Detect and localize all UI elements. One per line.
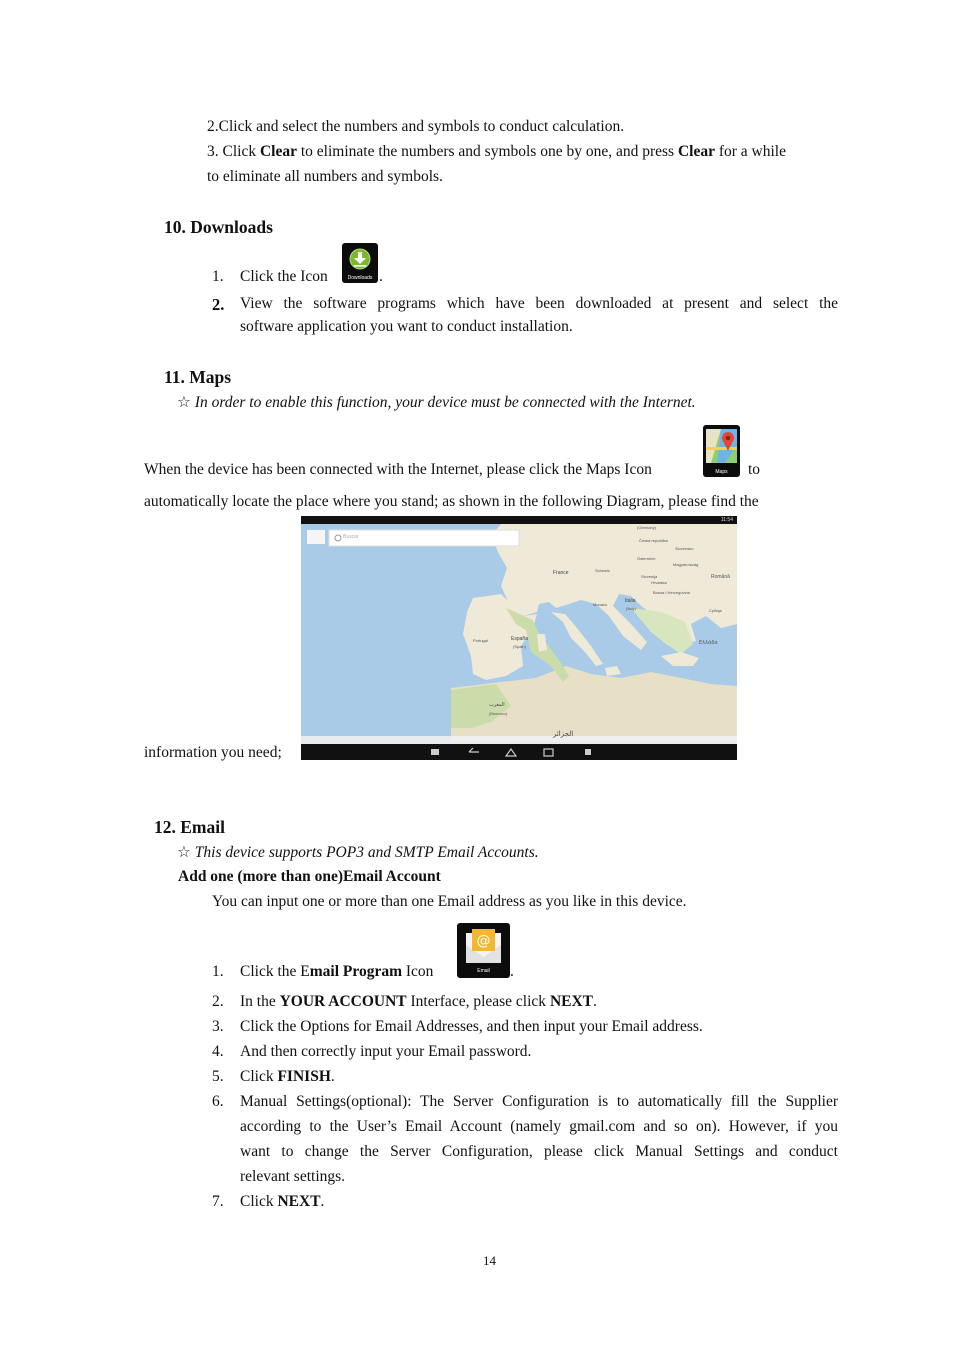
svg-text:@: @	[476, 933, 491, 949]
email-item-1-text: Click the Email Program Icon	[240, 963, 434, 980]
calc-step-2: 2.Click and select the numbers and symbols to conduct calculation.	[207, 118, 625, 135]
map-label-italy: Italia	[625, 598, 636, 604]
maps-note-text: In order to enable this function, your device must be connected with the Internet.	[194, 394, 696, 411]
email-item-4-text: And then correctly input your Email password.	[240, 1043, 532, 1060]
email-intro: You can input one or more than one Email address as you like in this device.	[212, 893, 687, 910]
map-label-monaco: Monaco	[593, 602, 608, 607]
calc-step-3-cont: to eliminate all numbers and symbols.	[207, 168, 443, 185]
map-label-switzerland: Schweiz	[595, 568, 610, 573]
map-label-morocco-ar: المغرب	[489, 702, 505, 708]
email-note-text: This device supports POP3 and SMTP Email Accounts.	[194, 844, 539, 861]
maps-paragraph-1: When the device has been connected with the Internet, please click the Maps Icon	[144, 461, 652, 478]
map-label-romania: Română	[711, 574, 730, 580]
downloads-app-icon[interactable]	[342, 243, 378, 283]
downloads-item-1-number: 1.	[212, 268, 224, 285]
page-number: 14	[483, 1253, 496, 1268]
email-item-6-line-2: according to the User’s Email Account (namely gmail.com and so on). However, if you	[240, 1118, 838, 1135]
map-search-input[interactable]: Buscar	[343, 534, 359, 540]
email-item-7-text: Click NEXT.	[240, 1193, 325, 1210]
email-app-icon[interactable]	[457, 923, 510, 978]
email-subheading: Add one (more than one)Email Account	[178, 868, 441, 885]
downloads-item-1-text: Click the Icon	[240, 268, 328, 285]
map-label-bosnia: Bosna i Hercegovina	[653, 590, 690, 595]
email-icon-caption: Email	[477, 968, 490, 974]
map-label-austria: Österreich	[637, 556, 656, 561]
map-status-time: 11:54	[720, 517, 733, 523]
maps-icon-caption: Maps	[715, 469, 728, 475]
map-label-serbia: Србија	[709, 608, 722, 613]
map-label-algeria: الجزائر	[553, 730, 574, 738]
email-item-5-number: 5.	[212, 1068, 224, 1085]
email-item-5-text: Click FINISH.	[240, 1068, 335, 1085]
map-label-germany: (Germany)	[637, 525, 657, 530]
email-item-6-line-4: relevant settings.	[240, 1168, 346, 1185]
map-label-france: France	[553, 570, 569, 576]
downloads-item-2-line-1: View the software programs which have been downloaded at present and select the	[240, 295, 838, 312]
map-label-croatia: Hrvatska	[651, 580, 667, 585]
email-item-6-line-1: Manual Settings(optional): The Server Configuration is to automatically fill the Supplier	[240, 1093, 838, 1110]
downloads-item-1-dot: .	[379, 268, 383, 285]
maps-app-icon[interactable]	[703, 425, 740, 477]
map-label-morocco: (Morocco)	[489, 711, 508, 716]
email-note	[177, 843, 539, 862]
downloads-heading: 10. Downloads	[164, 217, 273, 237]
email-item-4-number: 4.	[212, 1043, 224, 1060]
email-item-2-text: In the YOUR ACCOUNT Interface, please click NEXT.	[240, 993, 597, 1010]
email-item-7-number: 7.	[212, 1193, 224, 1210]
email-item-2-number: 2.	[212, 993, 224, 1010]
email-heading: 12. Email	[154, 817, 225, 837]
map-label-slovakia: Slovensko	[675, 546, 694, 551]
downloads-icon-caption: Downloads	[347, 275, 373, 281]
email-item-1-number: 1.	[212, 963, 224, 980]
email-item-3-number: 3.	[212, 1018, 224, 1035]
map-label-portugal: Portugal	[473, 638, 488, 643]
email-item-6-number: 6.	[212, 1093, 224, 1110]
maps-paragraph-3: information you need;	[144, 744, 282, 761]
email-item-3-text: Click the Options for Email Addresses, and then input your Email address.	[240, 1018, 703, 1035]
map-label-spain-en: (Spain)	[513, 644, 526, 649]
maps-paragraph-2: automatically locate the place where you stand; as shown in the following Diagram, please find the	[144, 493, 759, 510]
email-item-1-dot: .	[510, 963, 514, 980]
map-label-hungary: Magyarország	[673, 562, 699, 567]
downloads-item-2-number: 2.	[212, 295, 225, 314]
maps-screenshot	[301, 516, 737, 760]
maps-paragraph-1-end: to	[748, 461, 761, 478]
maps-heading: 11. Maps	[164, 367, 232, 387]
map-label-italy-en: (Italy)	[626, 606, 636, 611]
calc-step-3: 3. Click Clear to eliminate the numbers and symbols one by one, and press Clear for a while	[207, 143, 786, 160]
downloads-item-2-line-2: software application you want to conduct installation.	[240, 318, 573, 335]
map-label-slovenia: Slovenija	[641, 574, 658, 579]
star-icon: ☆	[177, 394, 191, 411]
map-label-czech: Česká republika	[639, 538, 668, 543]
maps-note	[177, 393, 696, 412]
email-item-6-line-3: want to change the Server Configuration, please click Manual Settings and conduct	[240, 1143, 838, 1160]
map-label-spain: España	[511, 636, 528, 642]
map-label-greece: Ελλάδα	[699, 640, 718, 646]
star-icon: ☆	[177, 844, 191, 861]
